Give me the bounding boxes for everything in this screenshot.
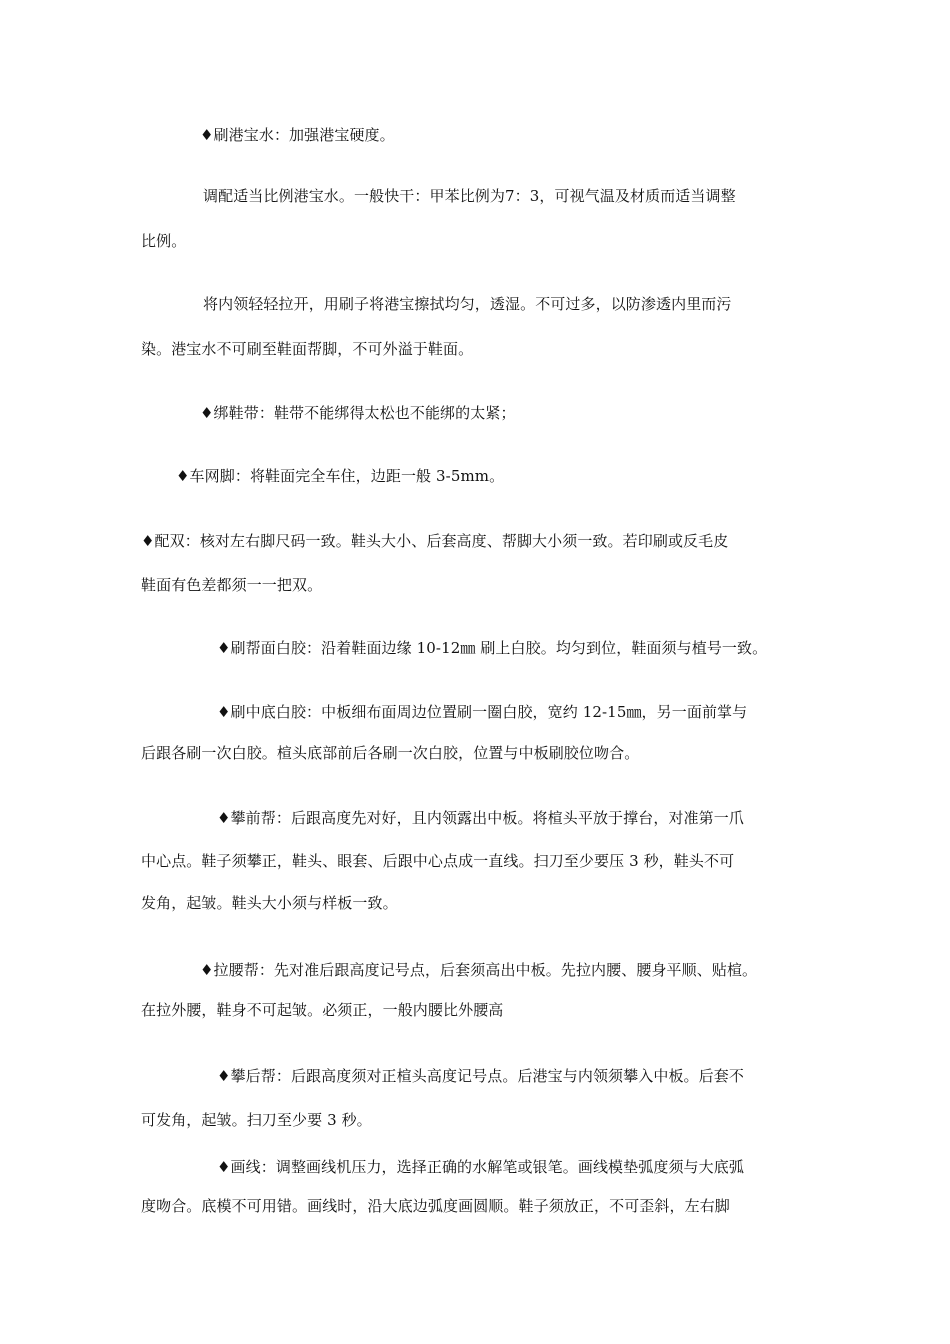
text-line: ♦攀前帮：后跟高度先对好，且内领露出中板。将楦头平放于撑台，对准第一爪 — [217, 809, 744, 827]
text-line: 发角，起皱。鞋头大小须与样板一致。 — [141, 894, 398, 912]
text-line: 鞋面有色差都须一一把双。 — [141, 576, 323, 594]
text-line: 调配适当比例港宝水。一般快干：甲苯比例为7：3，可视气温及材质而适当调整 — [203, 187, 736, 205]
text-line: 可发角，起皱。扫刀至少要 3 秒。 — [141, 1111, 372, 1129]
text-line: 比例。 — [141, 232, 187, 250]
text-line: ♦车网脚：将鞋面完全车住，边距一般 3-5mm。 — [176, 467, 505, 485]
text-line: ♦拉腰帮：先对准后跟高度记号点，后套须高出中板。先拉内腰、腰身平顺、贴楦。 — [200, 961, 758, 979]
text-line: ♦攀后帮：后跟高度须对正楦头高度记号点。后港宝与内领须攀入中板。后套不 — [217, 1067, 744, 1085]
text-line: ♦画线：调整画线机压力，选择正确的水解笔或银笔。画线模垫弧度须与大底弧 — [217, 1158, 744, 1176]
text-line: 后跟各刷一次白胶。楦头底部前后各刷一次白胶，位置与中板刷胶位吻合。 — [141, 744, 640, 762]
text-line: 在拉外腰，鞋身不可起皱。必须正，一般内腰比外腰高 — [141, 1001, 504, 1019]
text-line: 染。港宝水不可刷至鞋面帮脚，不可外溢于鞋面。 — [141, 340, 474, 358]
text-line: 将内领轻轻拉开，用刷子将港宝擦拭均匀，透湿。不可过多，以防渗透内里而污 — [203, 295, 732, 313]
text-line: ♦刷帮面白胶：沿着鞋面边缘 10-12㎜ 刷上白胶。均匀到位，鞋面须与植号一致。 — [217, 639, 768, 657]
text-line: 度吻合。底模不可用错。画线时，沿大底边弧度画圆顺。鞋子须放正，不可歪斜，左右脚 — [141, 1197, 730, 1215]
text-line: ♦绑鞋带：鞋带不能绑得太松也不能绑的太紧； — [200, 404, 516, 422]
text-line: ♦配双：核对左右脚尺码一致。鞋头大小、后套高度、帮脚大小须一致。若印刷或反毛皮 — [141, 532, 729, 550]
text-line: 中心点。鞋子须攀正，鞋头、眼套、后跟中心点成一直线。扫刀至少要压 3 秒，鞋头不可 — [141, 852, 735, 870]
text-line: ♦刷中底白胶：中板细布面周边位置刷一圈白胶，宽约 12-15㎜，另一面前掌与 — [217, 703, 748, 721]
text-line: ♦刷港宝水：加强港宝硬度。 — [200, 126, 395, 144]
